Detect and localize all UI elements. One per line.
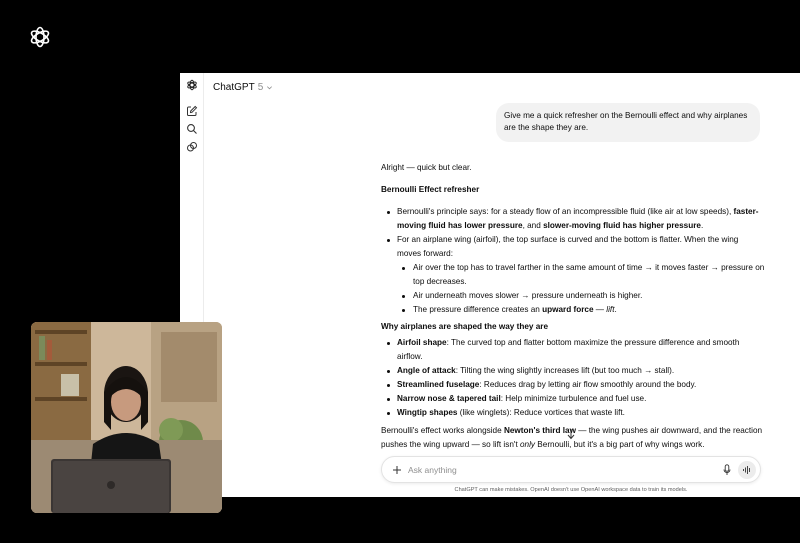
section-heading: Bernoulli Effect refresher — [381, 185, 480, 194]
chevron-down-icon — [266, 84, 273, 91]
openai-logo-icon[interactable] — [186, 79, 198, 91]
model-version: 5 — [257, 81, 264, 93]
chat-window — [180, 73, 800, 497]
list-item: Narrow nose & tapered tail: Help minimize turbulence and fuel use. — [397, 394, 647, 403]
sub-list-item: The pressure difference creates an upward force — lift. — [413, 305, 617, 314]
list-item-continuation: moves forward: — [397, 249, 453, 258]
openai-logo-icon — [28, 25, 52, 49]
section-heading: Why airplanes are shaped the way they are — [381, 322, 549, 331]
model-name: ChatGPT — [213, 81, 255, 93]
search-icon[interactable] — [186, 123, 198, 135]
list-item-continuation: airflow. — [397, 352, 423, 361]
answer-intro: Alright — quick but clear. — [381, 163, 472, 172]
plus-icon[interactable] — [392, 465, 402, 475]
voice-mode-button[interactable] — [738, 461, 756, 479]
list-item: Airfoil shape: The curved top and flatter bottom maximize the pressure difference and smooth — [397, 338, 740, 347]
list-item: Angle of attack: Tilting the wing slightly increases lift (but too much → stall). — [397, 366, 675, 375]
answer-closing: Bernoulli's effect works alongside Newton's third law — the wing pushes air downward, and the reaction — [381, 426, 763, 435]
library-icon[interactable] — [186, 141, 198, 153]
sub-list-item: Air underneath moves slower → pressure underneath is higher. — [413, 291, 643, 300]
list-item: For an airplane wing (airfoil), the top surface is curved and the bottom is flatter. When the wing — [397, 235, 739, 244]
sub-list-item-continuation: top decreases. — [413, 277, 467, 286]
user-message: Give me a quick refresher on the Bernoulli effect and why airplanes are the shape they are. — [496, 103, 760, 142]
microphone-icon[interactable] — [723, 464, 731, 476]
model-switcher[interactable] — [213, 79, 273, 95]
list-item: Wingtip shapes (like winglets): Reduce vortices that waste lift. — [397, 408, 625, 417]
voice-mode-icon — [742, 465, 752, 475]
list-item: Streamlined fuselage: Reduces drag by letting air flow smoothly around the body. — [397, 380, 697, 389]
new-chat-icon[interactable] — [186, 105, 198, 117]
arrow-down-icon[interactable] — [566, 428, 576, 440]
prompt-input[interactable] — [408, 462, 708, 478]
answer-closing-continuation: pushes the wing upward — so lift isn't only Bernoulli, but it's a big part of why wings work. — [381, 440, 705, 449]
webcam-overlay — [31, 322, 222, 513]
list-item: Bernoulli's principle says: for a steady flow of an incompressible fluid (like air at low speeds), faster- — [397, 207, 759, 216]
disclaimer: ChatGPT can make mistakes. OpenAI doesn't use OpenAI workspace data to train its models. — [454, 487, 688, 493]
list-item-continuation: moving fluid has lower pressure, and slower-moving fluid has higher pressure. — [397, 221, 704, 230]
sub-list-item: Air over the top has to travel farther in the same amount of time → it moves faster → pressure on — [413, 263, 765, 272]
composer — [381, 456, 761, 483]
